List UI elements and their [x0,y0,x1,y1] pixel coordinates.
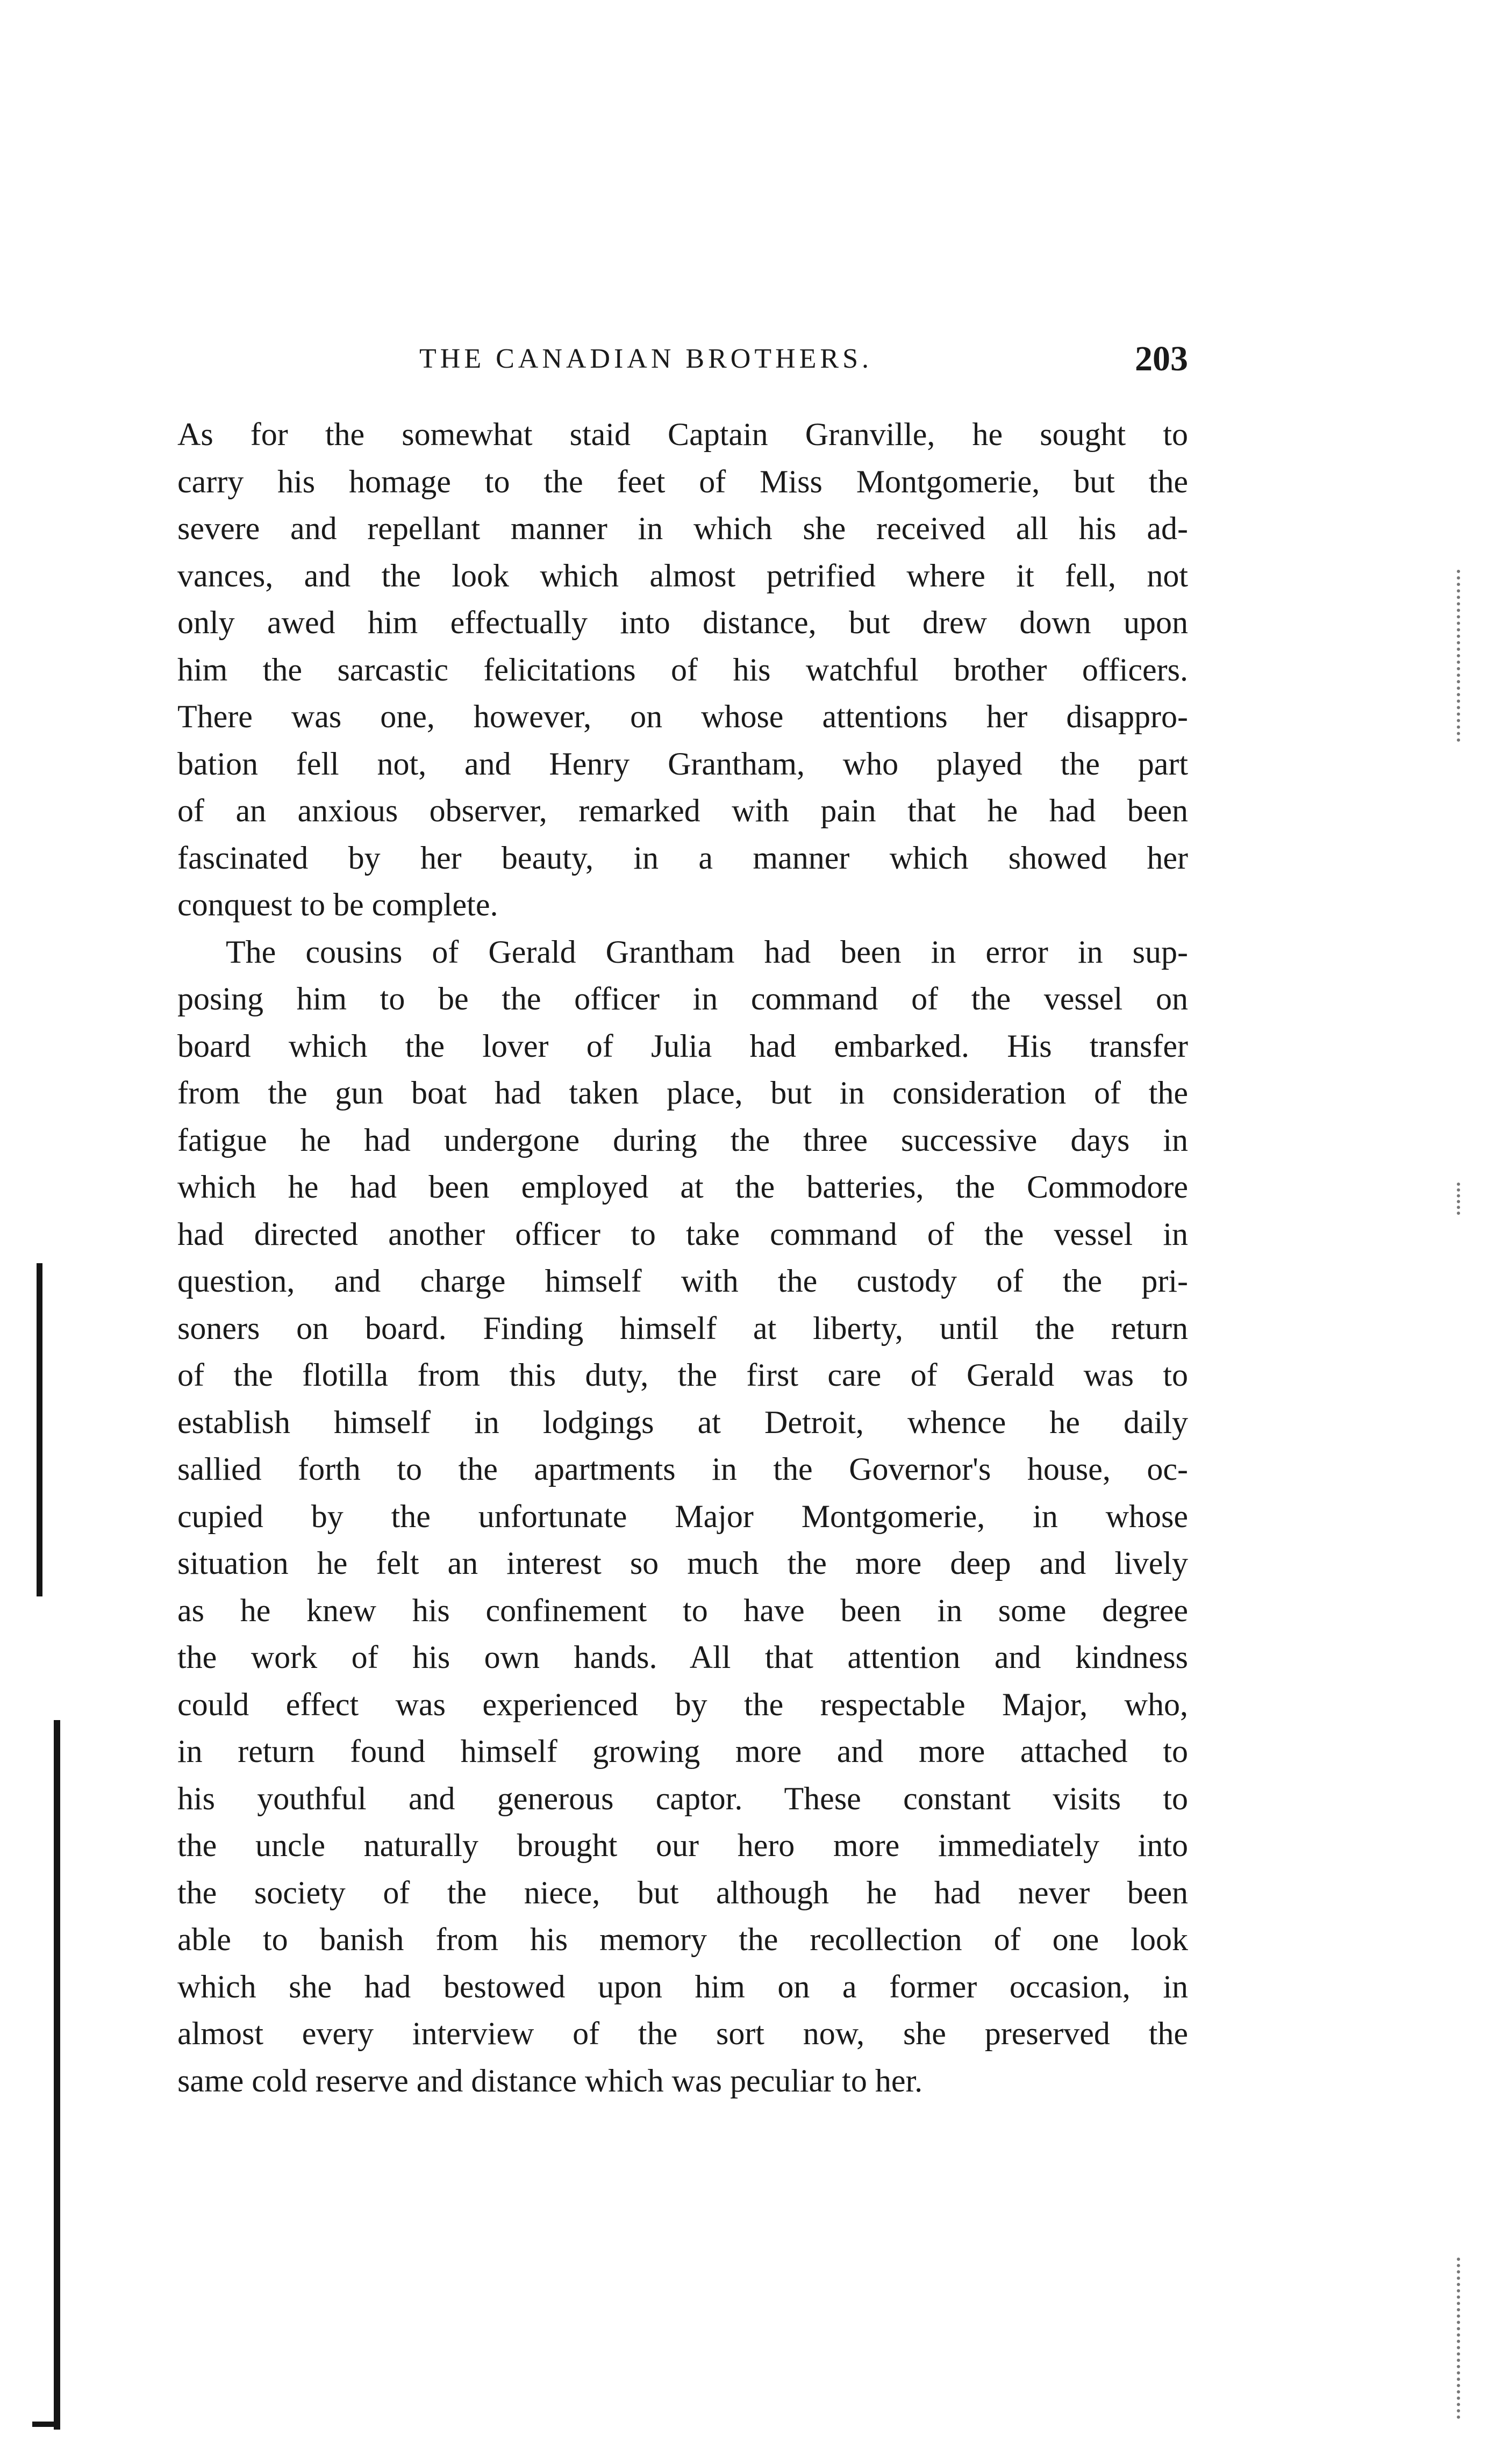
text-line: of an anxious observer, remarked with pain that he had been [177,793,1188,828]
margin-rule-foot [32,2422,60,2427]
text-line: almost every interview of the sort now, she preserved the [177,2016,1188,2051]
text-line: which he had been employed at the batteries, the Commodore [177,1169,1188,1205]
text-line: him the sarcastic felicitations of his watchful brother officers. [177,651,1188,687]
text-line: same cold reserve and distance which was peculiar to her. [177,2062,923,2098]
page-edge-specks [1457,1183,1464,1215]
text-line: fascinated by her beauty, in a manner which showed her [177,840,1188,876]
text-line: as he knew his confinement to have been in some degree [177,1592,1188,1628]
text-line: the work of his own hands. All that attention and kindness [177,1639,1188,1675]
text-line: of the flotilla from this duty, the first care of Gerald was to [177,1357,1188,1393]
running-title: THE CANADIAN BROTHERS. [419,343,872,374]
paragraph-2 [177,929,1188,2105]
text-line: only awed him effectually into distance, but drew down upon [177,605,1188,640]
text-line: question, and charge himself with the custody of the pri- [177,1263,1188,1299]
text-line: which she had bestowed upon him on a former occasion, in [177,1968,1188,2004]
text-line: The cousins of Gerald Grantham had been in error in sup- [226,934,1188,970]
text-line: soners on board. Finding himself at liberty, until the return [177,1310,1188,1346]
text-line: posing him to be the officer in command of the vessel on [177,981,1188,1016]
text-line: in return found himself growing more and more attached to [177,1734,1188,1769]
text-line: vances, and the look which almost petrified where it fell, not [177,557,1188,593]
text-line: situation he felt an interest so much the more deep and lively [177,1545,1188,1581]
text-line: carry his homage to the feet of Miss Montgomerie, but the [177,463,1188,499]
paragraph-1 [177,411,1188,929]
text-line: cupied by the unfortunate Major Montgomerie, in whose [177,1498,1188,1534]
page-number: 203 [1135,339,1188,378]
text-line: There was one, however, on whose attentions her disappro- [177,699,1188,734]
text-line: conquest to be complete. [177,887,498,922]
text-line: bation fell not, and Henry Grantham, who played the part [177,746,1188,782]
text-line: fatigue he had undergone during the three successive days in [177,1122,1188,1158]
page-header [177,339,1188,387]
text-line: able to banish from his memory the recollection of one look [177,1922,1188,1957]
text-line: establish himself in lodgings at Detroit, whence he daily [177,1404,1188,1440]
margin-rule-bottom [54,1720,60,2430]
text-line: his youthful and generous captor. These constant visits to [177,1780,1188,1816]
text-line: from the gun boat had taken place, but in consideration of the [177,1075,1188,1111]
text-line: sallied forth to the apartments in the Governor's house, oc- [177,1451,1188,1487]
text-line: could effect was experienced by the respectable Major, who, [177,1686,1188,1722]
page-edge-specks [1457,570,1464,742]
body-text [177,411,1188,2104]
text-line: the uncle naturally brought our hero more immediately into [177,1828,1188,1863]
text-line: had directed another officer to take command of the vessel in [177,1216,1188,1252]
text-line: board which the lover of Julia had embarked. His transfer [177,1028,1188,1064]
page-edge-specks [1457,2258,1464,2419]
text-line: As for the somewhat staid Captain Granville, he sought to [177,417,1188,452]
margin-rule-top [37,1263,42,1596]
text-line: the society of the niece, but although he had never been [177,1874,1188,1910]
text-line: severe and repellant manner in which she received all his ad- [177,511,1188,546]
